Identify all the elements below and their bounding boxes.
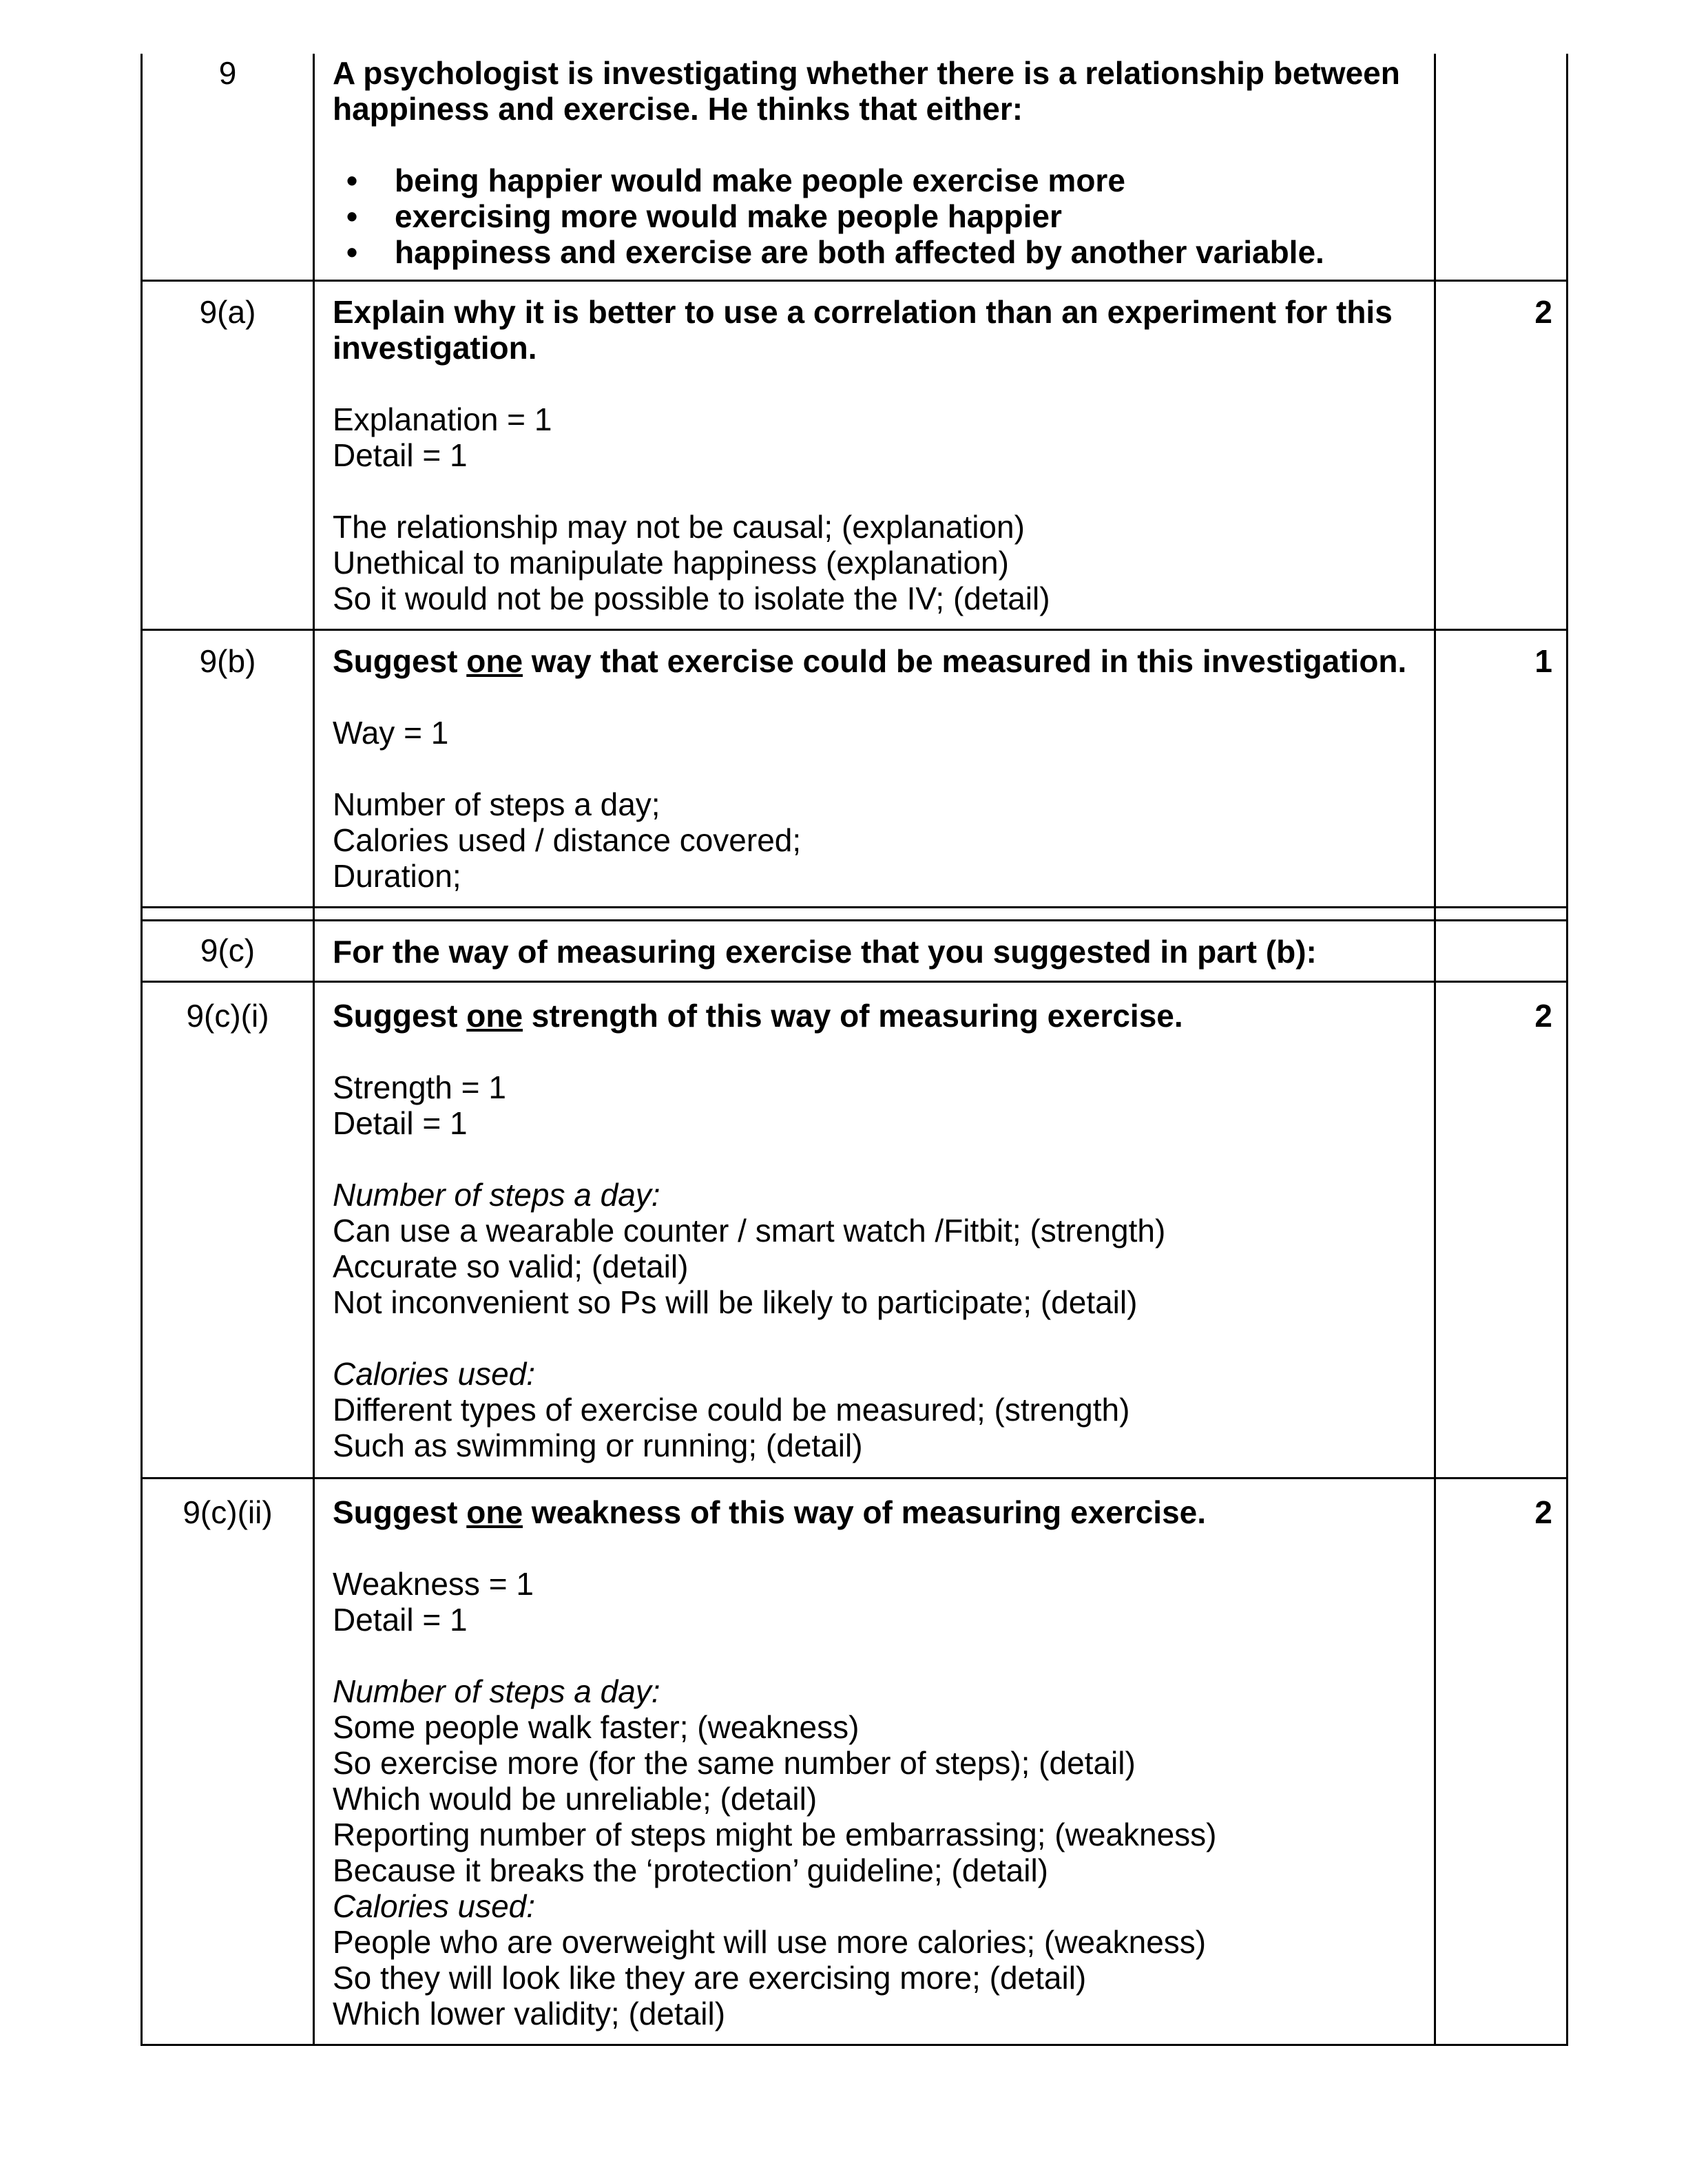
mark-value: 2 (1435, 1478, 1568, 2045)
answer-line: Not inconvenient so Ps will be likely to participate; (detail) (333, 1284, 1138, 1320)
question-stem: A psychologist is investigating whether there is a relationship between happiness and exercise. He thinks that either: (333, 55, 1400, 127)
answer-line: Calories used / distance covered; (333, 822, 802, 858)
scheme-line: Way = 1 (333, 715, 449, 751)
bullet-icon: • (346, 163, 358, 198)
answer-group-heading: Number of steps a day: (333, 1177, 660, 1213)
question-9cii-row (142, 1478, 1568, 2045)
answer-line: Duration; (333, 858, 461, 894)
question-9-row (142, 54, 1568, 281)
bullet-icon: • (346, 234, 358, 270)
answer-line: Number of steps a day; (333, 786, 660, 822)
question-content (314, 630, 1435, 908)
mark-value: 2 (1435, 982, 1568, 1478)
mark-scheme-table (140, 54, 1568, 2046)
question-content (314, 1478, 1435, 2045)
answer-line: So exercise more (for the same number of steps); (detail) (333, 1745, 1136, 1781)
answer-line: Different types of exercise could be measured; (strength) (333, 1392, 1130, 1428)
bullet-icon: • (346, 198, 358, 234)
question-number: 9 (142, 54, 314, 281)
question-prompt: Explain why it is better to use a correlation than an experiment for this investigation. (333, 294, 1393, 366)
question-prompt: Suggest one strength of this way of measuring exercise. (333, 998, 1183, 1034)
scheme-line: Detail = 1 (333, 1602, 468, 1638)
question-prompt: Suggest one way that exercise could be measured in this investigation. (333, 643, 1407, 679)
question-9a-row (142, 281, 1568, 630)
table-separator (142, 908, 1568, 921)
answer-line: So they will look like they are exercising more; (detail) (333, 1960, 1087, 1996)
hypothesis-list (333, 163, 1419, 270)
question-9b-row (142, 630, 1568, 908)
question-number: 9(c)(ii) (142, 1478, 314, 2045)
question-stem-cell (314, 54, 1435, 281)
answer-line: Accurate so valid; (detail) (333, 1248, 689, 1284)
list-item: • exercising more would make people happier (346, 198, 1062, 234)
answer-line: Such as swimming or running; (detail) (333, 1428, 863, 1463)
mark-cell (1435, 921, 1568, 982)
answer-line: People who are overweight will use more calories; (weakness) (333, 1924, 1207, 1960)
question-content (314, 921, 1435, 982)
scheme-line: Explanation = 1 (333, 401, 552, 437)
question-prompt: For the way of measuring exercise that you suggested in part (b): (333, 934, 1317, 970)
scheme-line: Strength = 1 (333, 1069, 506, 1105)
answer-line: Which would be unreliable; (detail) (333, 1781, 817, 1817)
answer-line: Reporting number of steps might be embarrassing; (weakness) (333, 1817, 1217, 1852)
question-number: 9(b) (142, 630, 314, 908)
list-item: • being happier would make people exercise more (346, 163, 1125, 198)
answer-group-heading: Calories used: (333, 1888, 536, 1924)
answer-group-heading: Calories used: (333, 1356, 536, 1392)
question-content (314, 982, 1435, 1478)
scheme-line: Detail = 1 (333, 1105, 468, 1141)
question-content (314, 281, 1435, 630)
question-9c-row (142, 921, 1568, 982)
mark-value: 2 (1435, 281, 1568, 630)
question-number: 9(c)(i) (142, 982, 314, 1478)
answer-line: Because it breaks the ‘protection’ guideline; (detail) (333, 1852, 1048, 1888)
answer-line: Which lower validity; (detail) (333, 1996, 726, 2031)
answer-line: Can use a wearable counter / smart watch /Fitbit; (strength) (333, 1213, 1166, 1248)
mark-cell (1435, 54, 1568, 281)
answer-group-heading: Number of steps a day: (333, 1673, 660, 1709)
scheme-line: Detail = 1 (333, 437, 468, 473)
question-number: 9(c) (142, 921, 314, 982)
answer-line: The relationship may not be causal; (explanation) (333, 509, 1025, 545)
answer-line: So it would not be possible to isolate the IV; (detail) (333, 581, 1050, 616)
question-number: 9(a) (142, 281, 314, 630)
question-9ci-row (142, 982, 1568, 1478)
question-prompt: Suggest one weakness of this way of measuring exercise. (333, 1494, 1207, 1530)
list-item: • happiness and exercise are both affected by another variable. (346, 234, 1324, 270)
answer-line: Some people walk faster; (weakness) (333, 1709, 860, 1745)
mark-value: 1 (1435, 630, 1568, 908)
answer-line: Unethical to manipulate happiness (explanation) (333, 545, 1009, 581)
scheme-line: Weakness = 1 (333, 1566, 534, 1602)
